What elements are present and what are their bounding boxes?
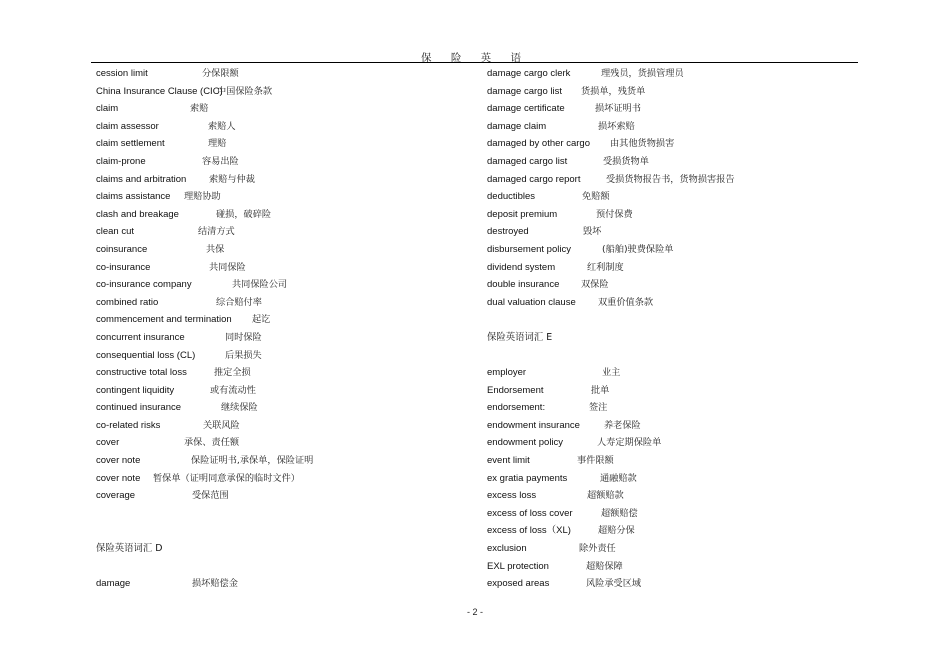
- chinese-definition: 保险证明书,承保单，保险证明: [191, 455, 314, 467]
- chinese-definition: 容易出险: [202, 155, 239, 167]
- glossary-entry: [96, 135, 476, 153]
- glossary-entry: [96, 382, 476, 400]
- chinese-definition: 暂保单（证明同意承保的临时文件）: [153, 472, 300, 484]
- glossary-entry: [96, 223, 476, 241]
- english-term: damaged by other cargo: [487, 138, 590, 150]
- english-term: damage certificate: [487, 103, 565, 115]
- chinese-definition: 事件限额: [577, 455, 614, 467]
- page-header-title: 保 险 英 语: [420, 52, 529, 64]
- glossary-entry: [96, 505, 476, 523]
- glossary-entry: [487, 417, 867, 435]
- glossary-entry: [487, 399, 867, 417]
- chinese-definition: (船舶)驶费保险单: [602, 243, 674, 255]
- english-term: excess of loss cover: [487, 507, 573, 519]
- glossary-entry: [96, 470, 476, 488]
- chinese-definition: 超赔保障: [586, 560, 623, 572]
- english-term: claims assistance: [96, 191, 171, 203]
- chinese-definition: 除外责任: [579, 543, 616, 555]
- english-term: EXL protection: [487, 560, 549, 572]
- english-term: double insurance: [487, 279, 560, 291]
- chinese-definition: 由其他货物损害: [610, 138, 675, 150]
- glossary-entry: [487, 364, 867, 382]
- chinese-definition: 超赔分保: [598, 525, 635, 537]
- chinese-definition: 损坏赔偿金: [192, 578, 238, 590]
- english-term: concurrent insurance: [96, 331, 185, 343]
- chinese-definition: 双重价值条款: [598, 296, 654, 308]
- chinese-definition: 索赔与仲裁: [209, 173, 255, 185]
- glossary-entry: [96, 276, 476, 294]
- glossary-entry: [96, 188, 476, 206]
- english-term: cover note: [96, 472, 141, 484]
- glossary-entry: [487, 311, 867, 329]
- glossary-entry: [96, 434, 476, 452]
- english-term: claims and arbitration: [96, 173, 187, 185]
- chinese-definition: 受损货物报告书，货物损害报告: [606, 173, 735, 185]
- english-term: exclusion: [487, 543, 527, 555]
- glossary-entry: [487, 241, 867, 259]
- section-heading-row: [487, 329, 867, 347]
- chinese-definition: 超额赔偿: [601, 507, 638, 519]
- chinese-definition: 共同保险: [209, 261, 246, 273]
- chinese-definition: 双保险: [581, 279, 609, 291]
- chinese-definition: 养老保险: [604, 419, 641, 431]
- chinese-definition: 索赔: [190, 103, 209, 115]
- glossary-entry: [96, 575, 476, 593]
- english-term: coinsurance: [96, 243, 148, 255]
- section-heading-row: [96, 540, 476, 558]
- chinese-definition: 后果损失: [225, 349, 262, 361]
- english-term: destroyed: [487, 226, 529, 238]
- glossary-entry: [96, 206, 476, 224]
- glossary-entry: [96, 100, 476, 118]
- english-term: ex gratia payments: [487, 472, 568, 484]
- english-term: combined ratio: [96, 296, 159, 308]
- english-term: coverage: [96, 490, 136, 502]
- english-term: employer: [487, 367, 527, 379]
- glossary-entry: [487, 347, 867, 365]
- chinese-definition: 结清方式: [198, 226, 235, 238]
- chinese-definition: 超额赔款: [587, 490, 624, 502]
- english-term: co-related risks: [96, 419, 161, 431]
- chinese-definition: 承保、责任额: [184, 437, 240, 449]
- english-term: deductibles: [487, 191, 536, 203]
- english-term: endowment policy: [487, 437, 564, 449]
- chinese-definition: 共保: [206, 243, 225, 255]
- glossary-entry: [487, 522, 867, 540]
- chinese-definition: 受保范围: [192, 490, 229, 502]
- chinese-definition: 业主: [602, 367, 621, 379]
- chinese-definition: 通融赔款: [600, 472, 637, 484]
- english-term: claim assessor: [96, 120, 159, 132]
- glossary-entry: [487, 259, 867, 277]
- english-term: co-insurance company: [96, 279, 192, 291]
- glossary-entry: [487, 135, 867, 153]
- english-term: claim: [96, 103, 119, 115]
- glossary-entry: [487, 452, 867, 470]
- glossary-entry: [96, 241, 476, 259]
- chinese-definition: 综合赔付率: [216, 296, 262, 308]
- glossary-entry: [487, 575, 867, 593]
- chinese-definition: 风险承受区域: [586, 578, 642, 590]
- english-term: claim-prone: [96, 155, 146, 167]
- chinese-definition: 理赔协助: [184, 191, 221, 203]
- english-term: exposed areas: [487, 578, 550, 590]
- english-term: cover: [96, 437, 120, 449]
- chinese-definition: 理赔: [208, 138, 227, 150]
- glossary-entry: [96, 65, 476, 83]
- glossary-entry: [96, 558, 476, 576]
- chinese-definition: 分保限额: [202, 68, 239, 79]
- glossary-entry: [487, 505, 867, 523]
- english-term: deposit premium: [487, 208, 558, 220]
- english-term: event limit: [487, 455, 530, 467]
- english-term: damage cargo clerk: [487, 68, 571, 79]
- glossary-entry: [487, 206, 867, 224]
- glossary-entry: [487, 487, 867, 505]
- chinese-definition: 继续保险: [221, 402, 258, 414]
- english-term: consequential loss (CL): [96, 349, 196, 361]
- glossary-entry: [487, 83, 867, 101]
- chinese-definition: 推定全损: [214, 367, 251, 379]
- glossary-entry: [487, 100, 867, 118]
- english-term: continued insurance: [96, 402, 182, 414]
- english-term: excess loss: [487, 490, 537, 502]
- chinese-definition: 关联风险: [203, 419, 240, 431]
- glossary-entry: [96, 522, 476, 540]
- english-term: damaged cargo report: [487, 173, 581, 185]
- glossary-entry: [487, 153, 867, 171]
- chinese-definition: 签注: [589, 402, 608, 414]
- section-heading: 保险英语词汇 E: [487, 331, 553, 343]
- glossary-entry: [96, 329, 476, 347]
- chinese-definition: 受损货物单: [603, 155, 649, 167]
- english-term: cover note: [96, 455, 141, 467]
- english-term: damage: [96, 578, 131, 590]
- right-glossary-column: [487, 65, 867, 593]
- glossary-entry: [487, 276, 867, 294]
- chinese-definition: 毁坏: [583, 226, 602, 238]
- page-number: - 2 -: [466, 607, 483, 617]
- english-term: disbursement policy: [487, 243, 571, 255]
- english-term: dual valuation clause: [487, 296, 576, 308]
- glossary-entry: [487, 294, 867, 312]
- chinese-definition: 损坏证明书: [595, 103, 641, 115]
- glossary-entry: [96, 153, 476, 171]
- english-term: China Insurance Clause (CIC): [96, 85, 223, 97]
- glossary-entry: [96, 83, 476, 101]
- english-term: dividend system: [487, 261, 556, 273]
- glossary-entry: [487, 470, 867, 488]
- chinese-definition: 货损单，残货单: [581, 85, 646, 97]
- glossary-entry: [96, 311, 476, 329]
- glossary-entry: [96, 417, 476, 435]
- chinese-definition: 免赔额: [582, 191, 610, 203]
- english-term: commencement and termination: [96, 314, 232, 326]
- chinese-definition: 红利制度: [587, 261, 624, 273]
- chinese-definition: 人寿定期保险单: [597, 437, 662, 449]
- chinese-definition: 理残员，货损管理员: [601, 68, 684, 79]
- header-rule: [91, 62, 858, 63]
- glossary-entry: [487, 223, 867, 241]
- glossary-entry: [487, 434, 867, 452]
- chinese-definition: 索赔人: [208, 120, 236, 132]
- glossary-entry: [96, 347, 476, 365]
- glossary-entry: [96, 364, 476, 382]
- section-heading: 保险英语词汇 D: [96, 543, 163, 555]
- glossary-entry: [96, 487, 476, 505]
- english-term: damaged cargo list: [487, 155, 568, 167]
- glossary-entry: [487, 171, 867, 189]
- english-term: clash and breakage: [96, 208, 179, 220]
- glossary-entry: [487, 118, 867, 136]
- glossary-entry: [487, 540, 867, 558]
- english-term: co-insurance: [96, 261, 151, 273]
- glossary-entry: [487, 382, 867, 400]
- glossary-entry: [96, 294, 476, 312]
- english-term: constructive total loss: [96, 367, 187, 379]
- english-term: excess of loss（XL): [487, 525, 571, 537]
- chinese-definition: 预付保费: [596, 208, 633, 220]
- chinese-definition: 损坏索赔: [598, 120, 635, 132]
- glossary-entry: [96, 399, 476, 417]
- glossary-entry: [487, 65, 867, 83]
- english-term: contingent liquidity: [96, 384, 175, 396]
- chinese-definition: 或有流动性: [210, 384, 256, 396]
- chinese-definition: 起讫: [252, 314, 271, 326]
- glossary-entry: [96, 452, 476, 470]
- glossary-entry: [487, 188, 867, 206]
- english-term: damage claim: [487, 120, 547, 132]
- english-term: damage cargo list: [487, 85, 562, 97]
- chinese-definition: 同时保险: [225, 331, 262, 343]
- english-term: endorsement:: [487, 402, 546, 414]
- chinese-definition: 碰损，破碎险: [216, 208, 272, 220]
- english-term: cession limit: [96, 68, 148, 79]
- chinese-definition: 批单: [591, 384, 610, 396]
- chinese-definition: 共同保险公司: [232, 279, 288, 291]
- glossary-entry: [96, 171, 476, 189]
- english-term: endowment insurance: [487, 419, 580, 431]
- glossary-entry: [487, 558, 867, 576]
- english-term: claim settlement: [96, 138, 165, 150]
- english-term: Endorsement: [487, 384, 544, 396]
- chinese-definition: 中国保险条款: [217, 85, 273, 97]
- english-term: clean cut: [96, 226, 135, 238]
- glossary-entry: [96, 259, 476, 277]
- glossary-entry: [96, 118, 476, 136]
- left-glossary-column: [96, 65, 476, 593]
